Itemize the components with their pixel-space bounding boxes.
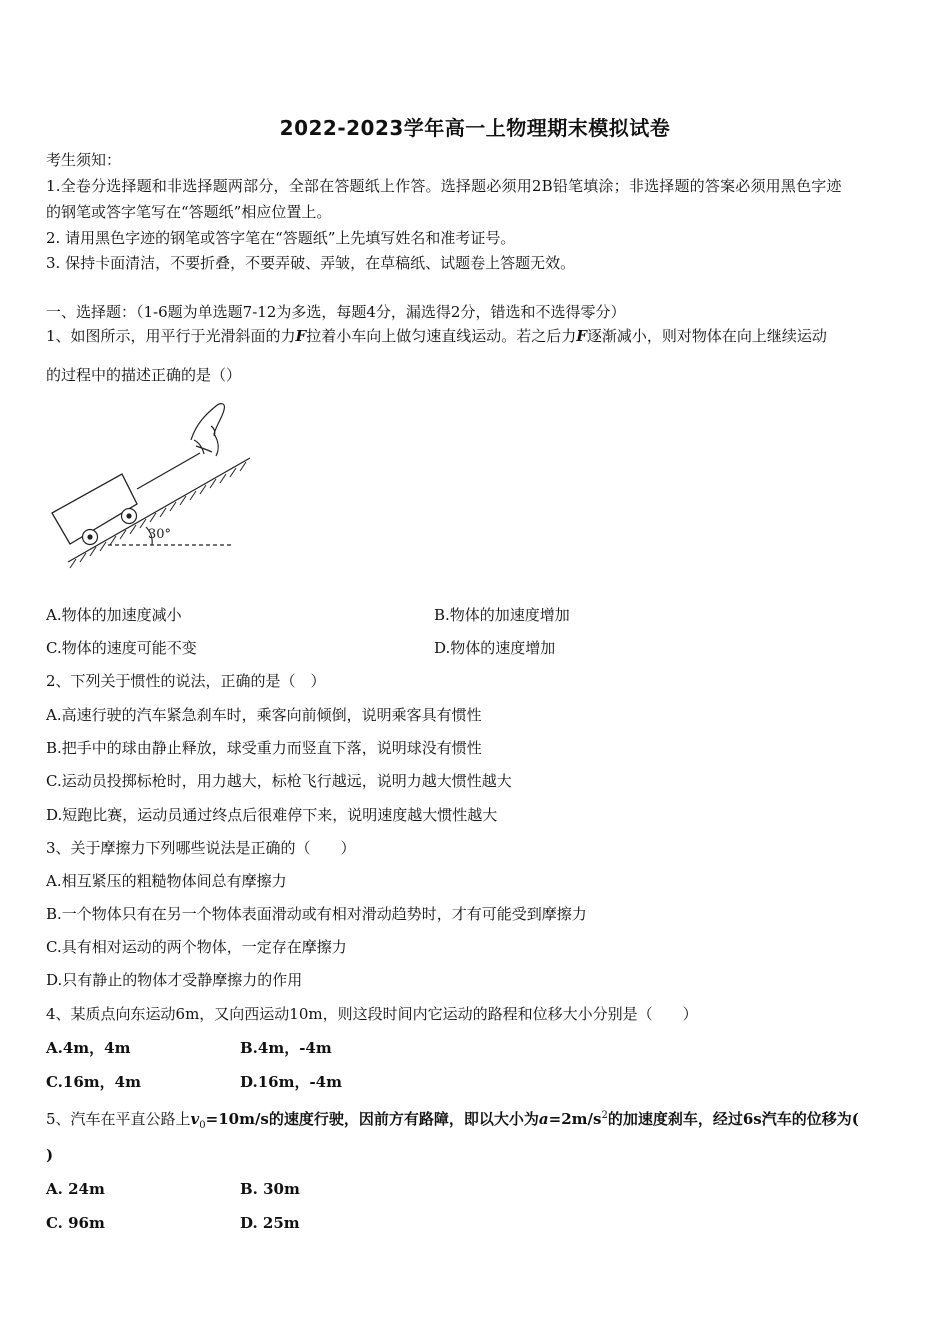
q3-option-a: A.相互紧压的粗糙物体间总有摩擦力 (46, 872, 287, 890)
q4-option-d: D.16m，-4m (240, 1073, 342, 1091)
notice-item-2: 2. 请用黑色字迹的钢笔或答字笔在“答题纸”上先填写姓名和准考证号。 (46, 229, 516, 247)
question-2-stem: 2、下列关于惯性的说法，正确的是（ ） (46, 672, 326, 690)
q5-velocity-symbol: v (190, 1110, 200, 1128)
q2-option-a: A.高速行驶的汽车紧急刹车时，乘客向前倾倒，说明乘客具有惯性 (46, 706, 482, 724)
notice-item-3: 3. 保持卡面清洁，不要折叠，不要弄破、弄皱，在草稿纸、试题卷上答题无效。 (46, 254, 576, 272)
q5-text-a: 5、汽车在平直公路上 (46, 1110, 191, 1128)
q3-option-d: D.只有静止的物体才受静摩擦力的作用 (46, 971, 303, 989)
q5-unit-exponent: 2 (601, 1110, 608, 1121)
q5-text-d: 的加速度刹车，经过6s汽车的位移为( (607, 1110, 859, 1128)
q2-option-c: C.运动员投掷标枪时，用力越大，标枪飞行越远，说明力越大惯性越大 (46, 772, 512, 790)
q2-option-b: B.把手中的球由静止释放，球受重力而竖直下落，说明球没有惯性 (46, 739, 482, 757)
q1-text-c: 逐渐减小，则对物体在向上继续运动 (586, 327, 827, 345)
question-1-stem-cont: 的过程中的描述正确的是（） (46, 366, 242, 384)
q1-option-a: A.物体的加速度减小 (46, 606, 182, 624)
q5-option-a: A. 24m (46, 1180, 105, 1198)
q4-option-c: C.16m，4m (46, 1073, 141, 1091)
question-1-stem (46, 326, 827, 346)
q1-force-symbol-2: F (576, 327, 587, 345)
notice-heading: 考生须知： (46, 151, 122, 169)
q5-text-b: =10m/s的速度行驶，因前方有路障，即以大小为 (205, 1110, 539, 1128)
q5-option-d: D. 25m (240, 1214, 300, 1232)
question-3-stem: 3、关于摩擦力下列哪些说法是正确的（ ） (46, 839, 356, 857)
q4-option-a: A.4m，4m (46, 1039, 131, 1057)
angle-label: 30° (148, 527, 172, 542)
q5-option-b: B. 30m (240, 1180, 300, 1198)
q1-option-c: C.物体的速度可能不变 (46, 639, 197, 657)
notice-item-1-cont: 的钢笔或答字笔写在“答题纸”相应位置上。 (46, 203, 332, 221)
q5-text-c: =2m/s (548, 1110, 602, 1128)
question-5-stem-cont: ) (46, 1146, 54, 1164)
q1-option-d: D.物体的速度增加 (434, 639, 556, 657)
incline-figure (46, 396, 256, 576)
q5-velocity-subscript: 0 (199, 1120, 206, 1131)
question-5-stem (46, 1106, 859, 1136)
q2-option-d: D.短跑比赛，运动员通过终点后很难停下来，说明速度越大惯性越大 (46, 806, 498, 824)
q5-option-c: C. 96m (46, 1214, 105, 1232)
q5-acceleration-symbol: a (538, 1110, 549, 1128)
q4-option-b: B.4m，-4m (240, 1039, 332, 1057)
page-title: 2022-2023学年高一上物理期末模拟试卷 (279, 116, 671, 140)
q1-option-b: B.物体的加速度增加 (434, 606, 570, 624)
section-heading: 一、选择题：（1-6题为单选题7-12为多选，每题4分，漏选得2分，错选和不选得零分） (46, 303, 626, 321)
q1-text-b: 拉着小车向上做匀速直线运动。若之后力 (306, 327, 577, 345)
notice-item-1: 1.全卷分选择题和非选择题两部分，全部在答题纸上作答。选择题必须用2B铅笔填涂；非选择题的答案必须用黑色字迹 (46, 177, 842, 195)
q3-option-c: C.具有相对运动的两个物体，一定存在摩擦力 (46, 938, 347, 956)
q3-option-b: B.一个物体只有在另一个物体表面滑动或有相对滑动趋势时，才有可能受到摩擦力 (46, 905, 587, 923)
q1-force-symbol: F (295, 327, 307, 345)
question-4-stem: 4、某质点向东运动6m，又向西运动10m，则这段时间内它运动的路程和位移大小分别是（ ） (46, 1005, 698, 1023)
q1-text-a: 1、如图所示，用平行于光滑斜面的力 (46, 327, 296, 345)
